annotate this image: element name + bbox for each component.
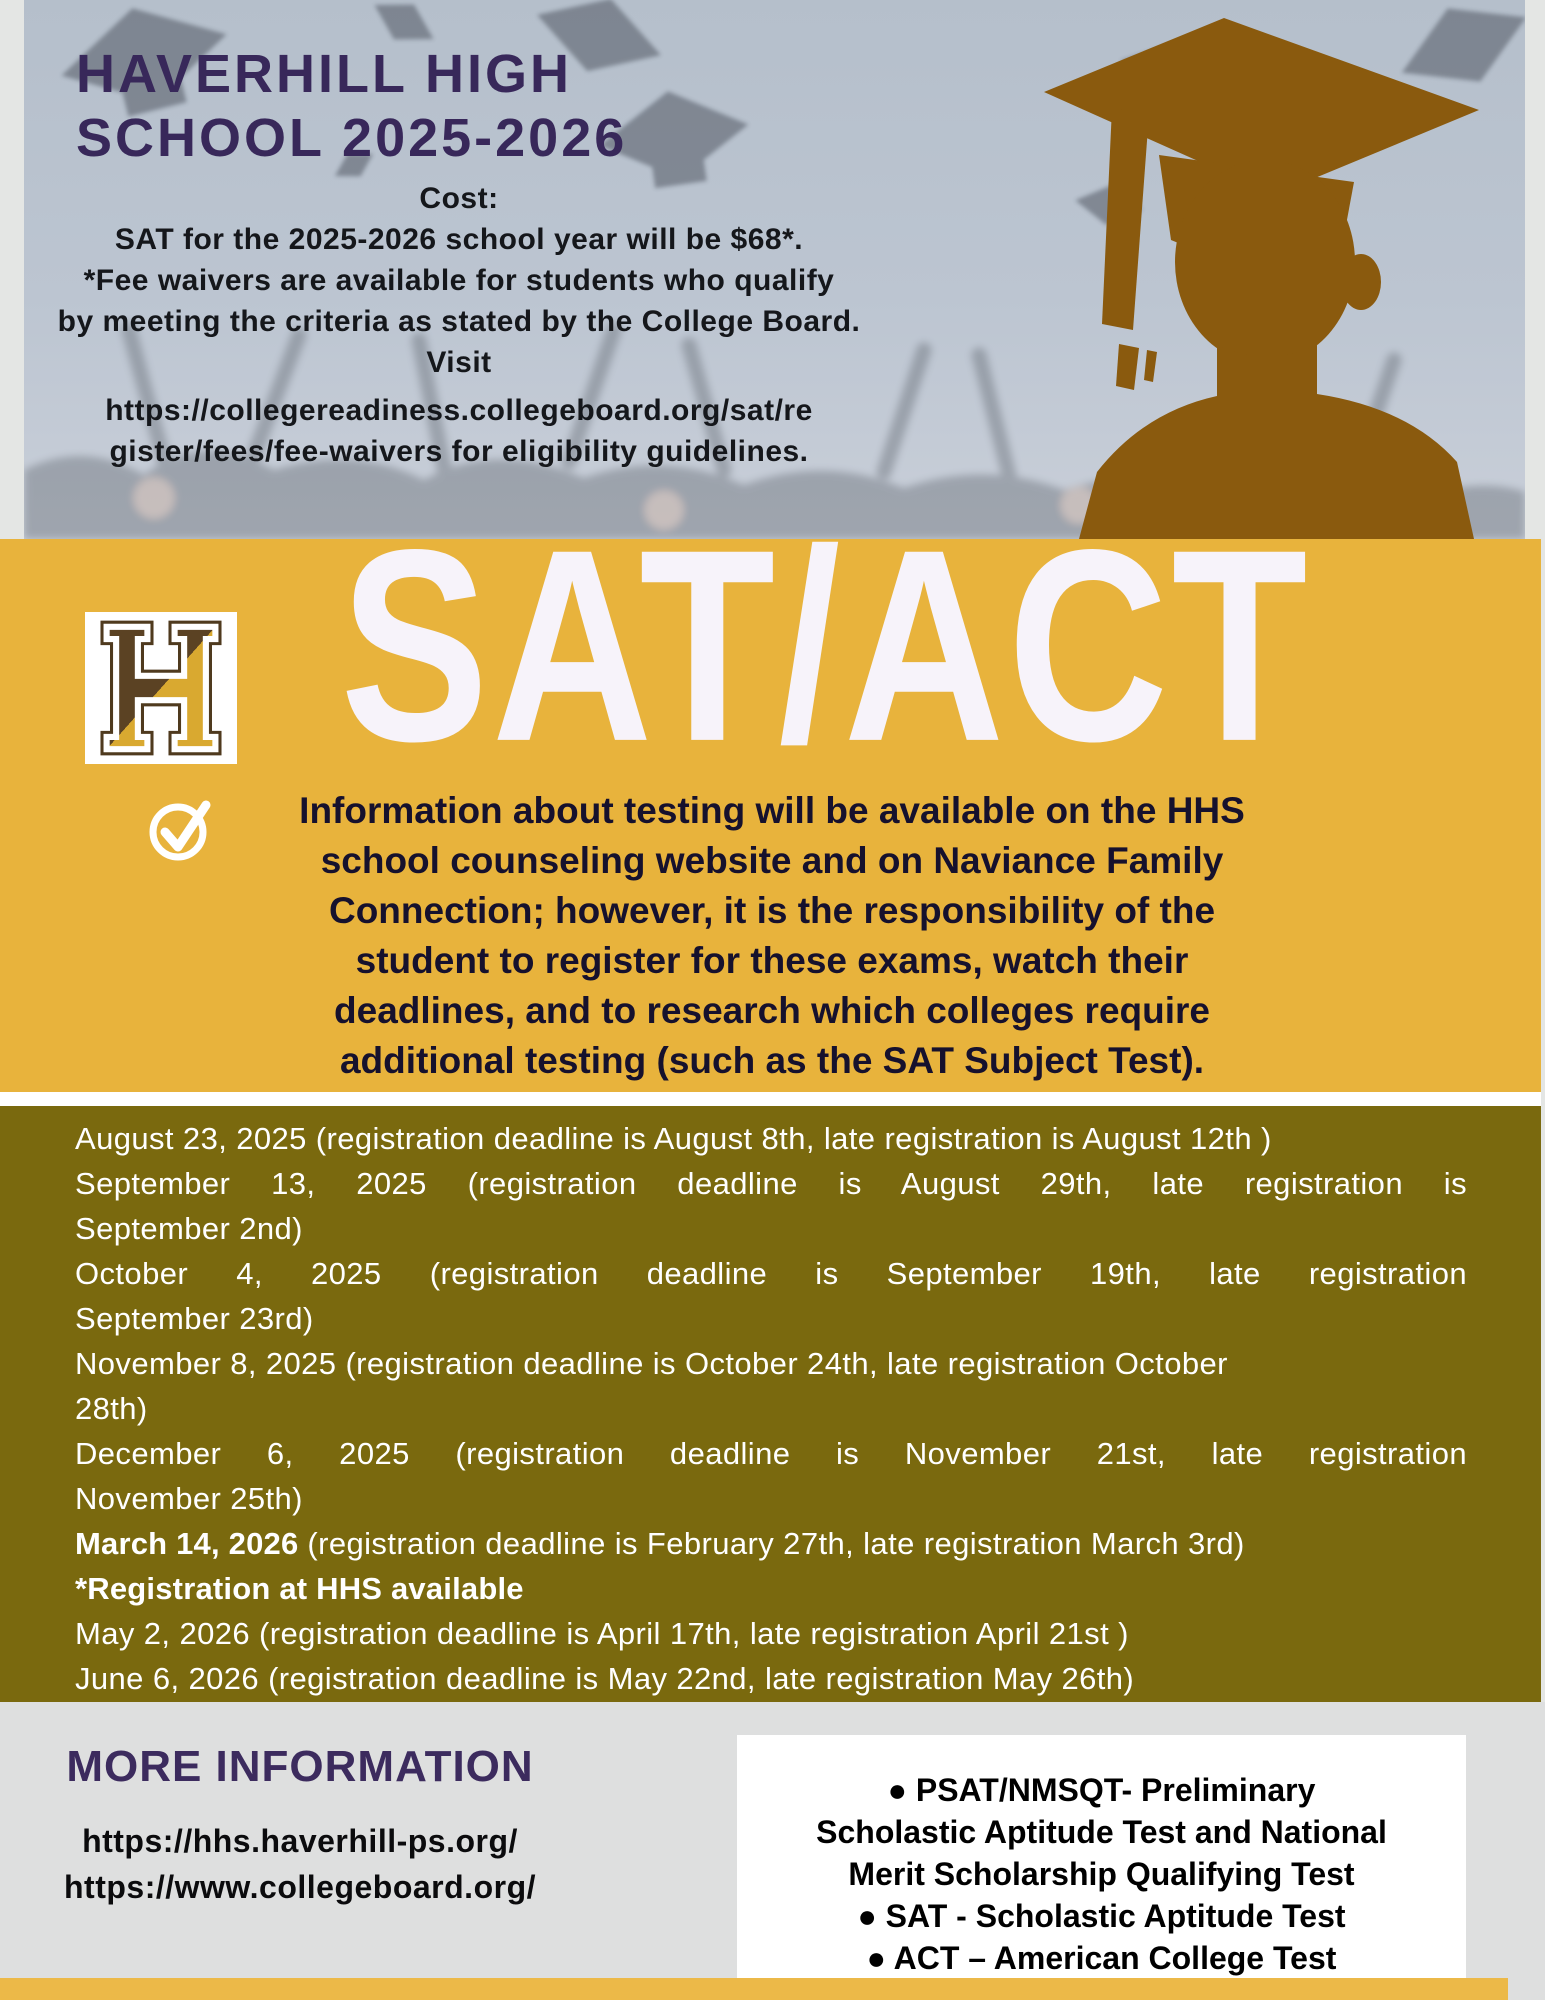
- more-information-heading: MORE INFORMATION: [66, 1742, 534, 1791]
- title-line-2: SCHOOL 2025-2026: [76, 108, 628, 168]
- fee-waivers-link-line-1[interactable]: https://collegereadiness.collegeboard.org/sat/re: [105, 394, 813, 427]
- test-date-line: November 8, 2025 (registration deadline is October 24th, late registration October: [75, 1346, 1228, 1381]
- definition-line: Scholastic Aptitude Test and National: [816, 1814, 1387, 1850]
- bottom-accent-strip: [0, 1978, 1508, 2000]
- satact-heading: SAT/ACT: [340, 492, 1311, 798]
- more-information: [40, 1742, 560, 1910]
- definition-line: ● SAT - Scholastic Aptitude Test: [857, 1898, 1346, 1934]
- testing-info: [122, 786, 1422, 1086]
- test-date-line: October 4, 2025 (registration deadline is September 19th, late registration: [75, 1256, 1467, 1291]
- test-date-line: November 25th): [75, 1481, 303, 1516]
- info-line: Information about testing will be available on the HHS: [299, 790, 1245, 831]
- test-date-bold: March 14, 2026: [75, 1526, 299, 1561]
- info-line: school counseling website and on Naviance Family: [320, 840, 1224, 881]
- page-title: [76, 42, 627, 170]
- test-date-line: 28th): [75, 1391, 148, 1426]
- fee-waivers-link-line-2[interactable]: gister/fees/fee-waivers for eligibility guidelines.: [109, 435, 809, 468]
- cost-line: Visit: [426, 346, 492, 379]
- test-date-line: August 23, 2025 (registration deadline is August 8th, late registration is August 12th ): [75, 1121, 1272, 1156]
- cost-line: SAT for the 2025-2026 school year will be $68*.: [114, 223, 804, 256]
- test-date-line: [75, 1521, 1467, 1566]
- info-line: student to register for these exams, watch their: [355, 940, 1189, 981]
- cost-line: *Fee waivers are available for students who qualify: [83, 264, 835, 297]
- test-date-line: May 2, 2026 (registration deadline is April 17th, late registration April 21st ): [75, 1616, 1129, 1651]
- test-date-line: September 2nd): [75, 1211, 303, 1246]
- test-dates-list: [75, 1116, 1467, 1701]
- collegeboard-link[interactable]: https://www.collegeboard.org/: [64, 1869, 536, 1905]
- title-line-1: HAVERHILL HIGH: [76, 44, 573, 104]
- divider-strip: [0, 1092, 1541, 1106]
- cost-line: by meeting the criteria as stated by the College Board.: [57, 305, 861, 338]
- hhs-website-link[interactable]: https://hhs.haverhill-ps.org/: [82, 1823, 518, 1859]
- test-date-line: December 6, 2025 (registration deadline is November 21st, late registration: [75, 1436, 1467, 1471]
- footer: [0, 1702, 1545, 2000]
- test-date-line: June 6, 2026 (registration deadline is May 22nd, late registration May 26th): [75, 1661, 1135, 1696]
- registration-note: *Registration at HHS available: [75, 1571, 524, 1606]
- test-date-line: September 23rd): [75, 1301, 314, 1336]
- hero-photo: [24, 0, 1525, 539]
- test-definitions-box: [737, 1735, 1466, 1978]
- info-line: Connection; however, it is the responsibility of the: [328, 890, 1216, 931]
- cost-heading: Cost:: [419, 182, 499, 215]
- test-date-rest: (registration deadline is February 27th, late registration March 3rd): [298, 1526, 1245, 1561]
- info-line: deadlines, and to research which colleges require: [334, 990, 1210, 1031]
- info-line: additional testing (such as the SAT Subject Test).: [339, 1040, 1205, 1081]
- definition-line: Merit Scholarship Qualifying Test: [848, 1856, 1355, 1892]
- definition-line: ● PSAT/NMSQT- Preliminary: [887, 1772, 1316, 1808]
- cost-info: [24, 178, 894, 472]
- test-date-line: September 13, 2025 (registration deadline is August 29th, late registration is: [75, 1166, 1467, 1201]
- definition-line: ● ACT – American College Test: [866, 1940, 1337, 1976]
